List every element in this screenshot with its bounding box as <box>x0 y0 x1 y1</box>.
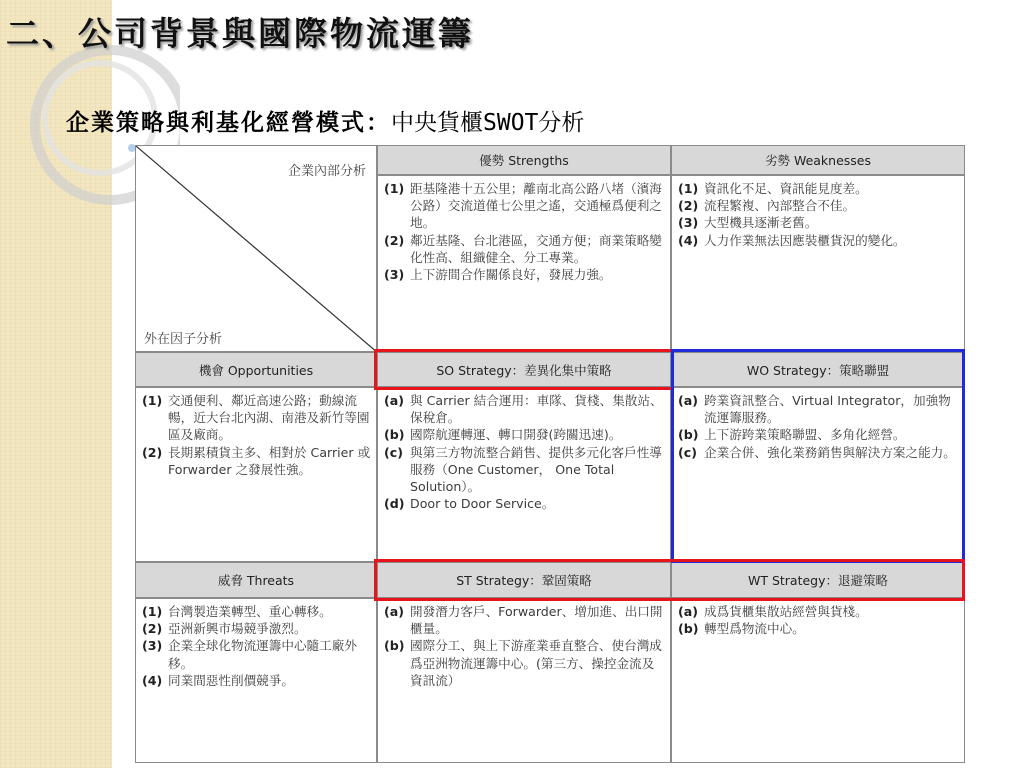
list-item: (4) 同業間惡性削價競爭。 <box>142 672 294 688</box>
subtitle-bold-part: 企業策略與利基化經營模式： <box>66 109 391 136</box>
swot-table <box>135 145 965 763</box>
list-item: (1) 資訊化不足、資訊能見度差。 <box>678 181 868 196</box>
corner-cell <box>135 145 377 352</box>
list-item: (c) 與第三方物流整合銷售、提供多元化客戶性導服務（One Customer， One Total Solution）。 <box>384 444 662 495</box>
wt-strategy-list <box>672 599 964 637</box>
threats-list <box>136 599 376 689</box>
st-strategy-list <box>378 599 670 689</box>
strengths-cell <box>377 175 671 352</box>
weaknesses-cell <box>671 175 965 352</box>
so-strategy-list <box>378 388 670 512</box>
list-item: (4) 人力作業無法因應裝櫃貨況的變化。 <box>678 232 906 248</box>
wo-strategy-header: WO Strategy：策略聯盟 <box>671 352 965 387</box>
strengths-header: 優勢 Strengths <box>377 145 671 175</box>
list-item: (a) 跨業資訊整合、Virtual Integrator，加強物流運籌服務。 <box>678 393 951 426</box>
list-item: (2) 流程繁複、內部整合不佳。 <box>678 198 856 214</box>
so-strategy-header: SO Strategy：差異化集中策略 <box>377 352 671 387</box>
list-item: (2) 長期累積貨主多、相對於 Carrier 或 Forwarder 之發展性強。 <box>142 444 371 477</box>
list-item: (a) 成爲貨櫃集散站經營與貨棧。 <box>678 604 868 619</box>
list-item: (3) 大型機具逐漸老舊。 <box>678 215 818 231</box>
st-strategy-cell <box>377 598 671 763</box>
list-item: (b) 轉型爲物流中心。 <box>678 621 805 637</box>
list-item: (c) 企業合併、強化業務銷售與解決方案之能力。 <box>678 444 956 460</box>
opportunities-list <box>136 388 376 478</box>
weaknesses-list <box>672 176 964 249</box>
subtitle-normal-part: 中央貨櫃SWOT分析 <box>391 110 585 136</box>
opportunities-header: 機會 Opportunities <box>135 352 377 387</box>
slide-title: 二、公司背景與國際物流運籌 <box>6 14 474 53</box>
wt-strategy-cell <box>671 598 965 763</box>
list-item: (1) 交通便利、鄰近高速公路；動線流暢，近大台北內湖、南港及新竹等園區及廠商。 <box>142 393 370 443</box>
weaknesses-header: 劣勢 Weaknesses <box>671 145 965 175</box>
list-item: (3) 上下游間合作關係良好，發展力強。 <box>384 267 612 283</box>
so-highlight-frame <box>374 349 674 390</box>
strengths-list <box>378 176 670 283</box>
corner-label-external: 外在因子分析 <box>144 332 223 347</box>
list-item: (b) 上下游跨業策略聯盟、多角化經營。 <box>678 427 906 443</box>
corner-label-internal: 企業內部分析 <box>287 164 366 179</box>
slide-subtitle <box>66 104 584 137</box>
wt-strategy-header: WT Strategy：退避策略 <box>671 562 965 598</box>
threats-header: 威脅 Threats <box>135 562 377 598</box>
list-item: (b) 國際分工、與上下游產業垂直整合、使台灣成爲亞洲物流運籌中心。(第三方、操控金流及資訊流） <box>384 638 662 688</box>
so-strategy-cell <box>377 387 671 562</box>
list-item: (a) 開發潛力客戶、Forwarder、增加進、出口開櫃量。 <box>384 604 663 637</box>
threats-cell <box>135 598 377 763</box>
wo-highlight-frame <box>671 349 965 563</box>
list-item: (2) 鄰近基隆、台北港區，交通方便；商業策略變化性高、組織健全、分工專業。 <box>384 232 662 265</box>
list-item: (2) 亞洲新興市場競爭激烈。 <box>142 621 307 637</box>
list-item: (3) 企業全球化物流運籌中心隨工廠外移。 <box>142 638 357 671</box>
opportunities-cell <box>135 387 377 562</box>
list-item: (b) 國際航運轉運、轉口開發(跨關迅速)。 <box>384 427 622 443</box>
list-item: (1) 距基隆港十五公里；離南北高公路八堵（濱海公路）交流道僅七公里之遙，交通極爲便利之地。 <box>384 181 662 231</box>
list-item: (1) 台灣製造業轉型、重心轉移。 <box>142 604 332 619</box>
st-wt-highlight-frame <box>374 559 965 601</box>
list-item: (d) Door to Door Service。 <box>384 496 555 512</box>
st-strategy-header: ST Strategy：鞏固策略 <box>377 562 671 598</box>
list-item: (a) 與 Carrier 結合運用：車隊、貨棧、集散站、保稅倉。 <box>384 393 663 426</box>
